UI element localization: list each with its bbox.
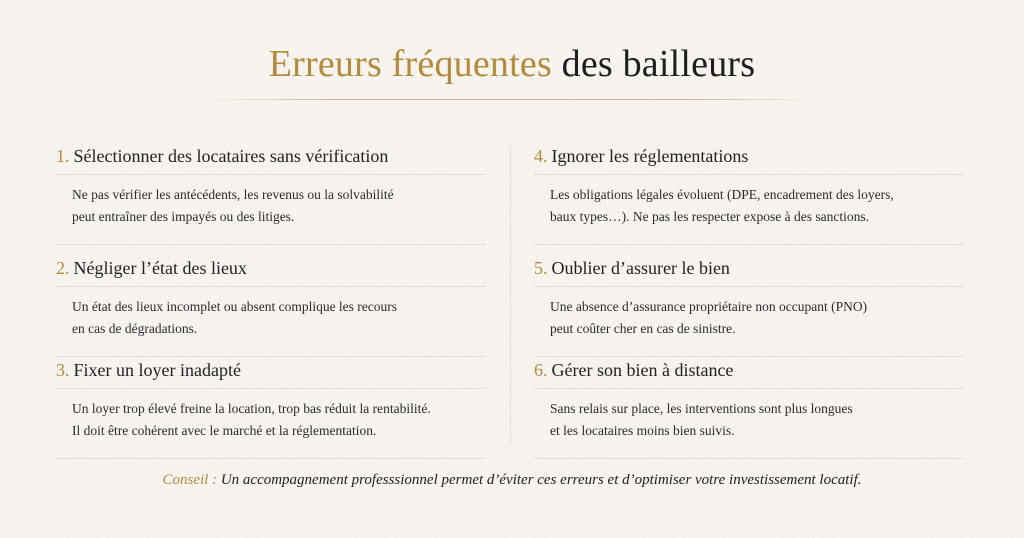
page-title [0, 42, 1024, 86]
title-divider [200, 99, 824, 100]
error-item-3 [56, 356, 486, 459]
error-description [56, 184, 486, 228]
description-line: peut entraîner des impayés ou des litiges. [72, 209, 295, 224]
title-accent: Erreurs fréquentes [268, 43, 552, 85]
error-description [56, 296, 486, 340]
heading-rule [56, 286, 486, 287]
error-number: 5. [534, 258, 548, 278]
item-rule [534, 244, 964, 245]
error-title: Oublier d’assurer le bien [551, 258, 730, 278]
heading-rule [534, 388, 964, 389]
error-item-5 [534, 254, 964, 357]
error-title: Négliger l’état des lieux [73, 258, 247, 278]
error-item-2 [56, 254, 486, 357]
heading-rule [56, 388, 486, 389]
error-item-4 [534, 142, 964, 245]
error-heading [56, 142, 486, 170]
description-line: en cas de dégradations. [72, 321, 198, 336]
description-line: Les obligations légales évoluent (DPE, encadrement des loyers, [550, 187, 894, 202]
description-line: peut coûter cher en cas de sinistre. [550, 321, 736, 336]
error-item-1 [56, 142, 486, 245]
error-heading [534, 142, 964, 170]
heading-rule [534, 174, 964, 175]
item-rule [534, 458, 964, 459]
advice-footer [0, 472, 1024, 489]
title-rest: des bailleurs [561, 43, 756, 85]
description-line: Il doit être cohérent avec le marché et la réglementation. [72, 423, 377, 438]
description-line: Un état des lieux incomplet ou absent complique les recours [72, 299, 398, 314]
error-number: 1. [56, 146, 70, 166]
error-description [534, 398, 964, 442]
error-heading [534, 254, 964, 282]
description-line: Sans relais sur place, les interventions sont plus longues [550, 401, 853, 416]
description-line: Une absence d’assurance propriétaire non occupant (PNO) [550, 299, 868, 314]
item-rule [56, 244, 486, 245]
description-line: Ne pas vérifier les antécédents, les revenus ou la solvabilité [72, 187, 394, 202]
error-title: Sélectionner des locataires sans vérification [73, 146, 389, 166]
error-description [56, 398, 486, 442]
error-description [534, 296, 964, 340]
heading-rule [534, 286, 964, 287]
error-title: Ignorer les réglementations [551, 146, 749, 166]
error-number: 4. [534, 146, 548, 166]
description-line: baux types…). Ne pas les respecter expose à des sanctions. [550, 209, 870, 224]
description-line: Un loyer trop élevé freine la location, trop bas réduit la rentabilité. [72, 401, 431, 416]
advice-label: Conseil : [162, 472, 218, 488]
error-title: Gérer son bien à distance [551, 360, 734, 380]
advice-text: Un accompagnement professsionnel permet d’éviter ces erreurs et d’optimiser votre investissement locatif. [220, 472, 862, 488]
error-number: 3. [56, 360, 70, 380]
error-heading [56, 356, 486, 384]
item-rule [56, 458, 486, 459]
error-title: Fixer un loyer inadapté [73, 360, 241, 380]
error-number: 2. [56, 258, 70, 278]
column-divider [510, 145, 511, 445]
error-number: 6. [534, 360, 548, 380]
error-description [534, 184, 964, 228]
error-heading [56, 254, 486, 282]
error-item-6 [534, 356, 964, 459]
description-line: et les locataires moins bien suivis. [550, 423, 735, 438]
error-heading [534, 356, 964, 384]
heading-rule [56, 174, 486, 175]
